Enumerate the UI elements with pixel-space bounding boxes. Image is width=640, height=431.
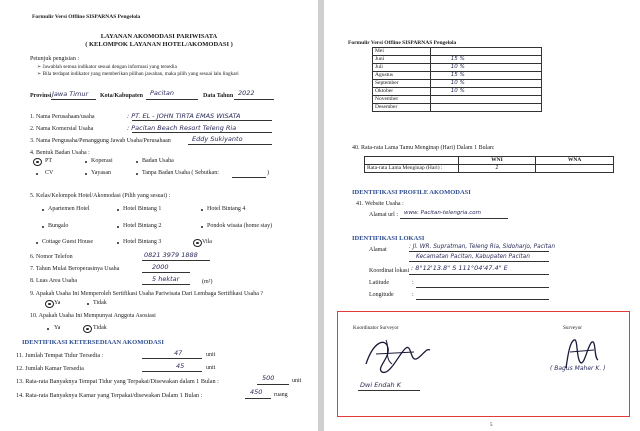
- month-row: [373, 48, 542, 56]
- surveyor-name: ( Bagus Maher K. ): [550, 365, 606, 372]
- selected-radio-pt[interactable]: [33, 158, 42, 166]
- instructions-heading: Petunjuk pengisian :: [30, 56, 79, 62]
- sebutkan-close: ): [267, 170, 269, 176]
- alamat-value-line2[interactable]: Kecamatan Pacitan, Kabupaten Pacitan: [416, 254, 530, 260]
- month-value[interactable]: [430, 104, 541, 112]
- url-value[interactable]: www. Pacitan-telengria.com: [404, 210, 481, 216]
- q40-label: 40. Rata-rata Lama Tamu Menginap (Hari) Dalam 1 Bulan:: [352, 145, 495, 151]
- provinsi-value[interactable]: Jawa Timur: [52, 90, 89, 98]
- bullet: [85, 173, 87, 175]
- month-row: [373, 72, 542, 80]
- month-value[interactable]: 15 %: [430, 56, 541, 64]
- length-of-stay-table: [364, 156, 614, 173]
- option-pondok-wisata[interactable]: Pondok wisata (home stay): [207, 223, 273, 229]
- stay-wna-value[interactable]: [536, 165, 614, 173]
- signature-box: [337, 311, 630, 417]
- option-cv[interactable]: CV: [45, 170, 54, 176]
- month-label: Desember: [373, 104, 431, 112]
- q6-underline: [142, 260, 210, 261]
- alamat-label: Alamat: [369, 247, 387, 253]
- q2-value[interactable]: : Pacitan Beach Resort Teleng Ria: [127, 124, 237, 132]
- sebutkan-underline: [232, 177, 266, 178]
- option-hotel-bintang-2[interactable]: Hotel Bintang 2: [123, 223, 162, 229]
- month-row: [373, 56, 542, 64]
- q3-label: 3. Nama Pengusaha/Penanggung Jawab Usaha/Perusahaan: [30, 138, 171, 144]
- instruction-item: ➢ Bila terdapat indikator yang memberikan pilihan jawaban, maka pilih yang sesuai lalu lingkari: [37, 71, 239, 77]
- alamat-value-line1[interactable]: : Jl. WR. Supratman, Teleng Ria, Sidoharjo, Pacitan: [409, 244, 556, 250]
- bullet: [42, 226, 44, 228]
- option-yayasan[interactable]: Yayasan: [91, 170, 112, 176]
- bullet: [87, 303, 89, 305]
- q13-value[interactable]: 500: [262, 374, 275, 382]
- bullet: [136, 173, 138, 175]
- q9-label: 9. Apakah Usaha Ini Memperoleh Sertifikasi Usaha Pariwisata Dari Lembaga Sertifikasi Usaha ?: [30, 291, 264, 297]
- koordinator-name: Dwi Endah K: [360, 381, 401, 389]
- q41-label: 41. Website Usaha :: [356, 201, 404, 207]
- bullet: [47, 328, 49, 330]
- q2-underline: [132, 132, 272, 133]
- koordinat-underline: [409, 274, 549, 275]
- q10-option-ya[interactable]: Ya: [54, 325, 61, 331]
- q3-value[interactable]: Eddy Sukiyanto: [192, 135, 243, 143]
- koordinator-signature: [356, 334, 434, 376]
- q6-label: 6. Nomor Telefon: [30, 254, 73, 260]
- stay-wni-value[interactable]: 1: [458, 165, 536, 173]
- q6-value[interactable]: 0821 3979 1888: [144, 251, 198, 259]
- option-vila[interactable]: Vila: [202, 239, 212, 245]
- col-wna: WNA: [536, 157, 614, 165]
- month-row: [373, 88, 542, 96]
- bullet: [117, 226, 119, 228]
- bullet: [42, 209, 44, 211]
- q11-underline: [142, 358, 202, 359]
- provinsi-label: Provinsi: [30, 93, 52, 99]
- section-heading-profile: IDENTIFIKASI PROFILE AKOMODASI: [352, 189, 471, 196]
- bullet: [136, 161, 138, 163]
- longitude-label: Longitude: [369, 292, 394, 298]
- q11-label: 11. Jumlah Tempat Tidur Tersedia :: [16, 352, 104, 359]
- selected-radio-vila[interactable]: [193, 239, 202, 247]
- q12-underline: [142, 371, 202, 372]
- month-row: [373, 104, 542, 112]
- koordinator-label: Koordinator Surveyor: [353, 325, 399, 331]
- form-header: Formulir Versi Offline SISPARNAS Pengelola: [32, 14, 141, 20]
- q12-value[interactable]: 45: [176, 362, 185, 370]
- month-label: Agustus: [373, 72, 431, 80]
- month-value[interactable]: 10 %: [430, 64, 541, 72]
- koordinat-label: Koordinat lokasi: [369, 268, 410, 274]
- form-title: LAYANAN AKOMODASI PARIWISATA: [100, 33, 218, 40]
- option-cottage-guest-house[interactable]: Cottage Guest House: [42, 239, 93, 245]
- alamat-underline-1: [409, 251, 549, 252]
- month-label: November: [373, 96, 431, 104]
- month-row: [373, 96, 542, 104]
- page-number: 5: [490, 423, 493, 428]
- q11-value[interactable]: 47: [174, 349, 183, 357]
- q8-label: 8. Luas Area Usaha: [30, 278, 77, 284]
- section-heading-lokasi: IDENTIFIKASI LOKASI: [352, 235, 425, 242]
- kota-value[interactable]: Pacitan: [150, 89, 174, 97]
- selected-radio-q10-tidak[interactable]: [83, 325, 92, 333]
- q12-label: 12. Jumlah Kamar Tersedia: [16, 365, 84, 372]
- latitude-value[interactable]: :: [412, 280, 414, 286]
- q14-underline: [245, 398, 271, 399]
- q14-value[interactable]: 450: [250, 388, 263, 396]
- month-label: Oktober: [373, 88, 431, 96]
- monthly-occupancy-table: [372, 47, 542, 112]
- tahun-label: Data Tahun: [203, 93, 234, 99]
- option-pt[interactable]: PT: [45, 158, 53, 164]
- surveyor-label: Surveyor: [563, 325, 583, 331]
- latitude-underline: [416, 287, 549, 288]
- q4-label: 4. Bentuk Badan Usaha :: [30, 150, 90, 156]
- alamat-underline-2: [409, 261, 549, 262]
- month-value[interactable]: 10 %: [430, 80, 541, 88]
- kota-underline: [146, 99, 198, 100]
- q7-underline: [142, 272, 190, 273]
- q13-label: 13. Rata-rata Banyaknya Tempat Tidur yang Terpakai/Disewakan dalam 1 Bulan :: [16, 378, 219, 385]
- selected-radio-q9-ya[interactable]: [45, 300, 54, 308]
- q13-underline: [257, 384, 289, 385]
- q9-option-tidak[interactable]: Tidak: [93, 300, 107, 306]
- bullet: [117, 209, 119, 211]
- q10-option-tidak[interactable]: Tidak: [93, 325, 107, 331]
- stay-row-label: Rata-rata Lama Menginap (Hari) :: [365, 165, 459, 173]
- option-tanpa-badan-usaha[interactable]: Tanpa Badan Usaha ( Sebutkan:: [142, 170, 219, 176]
- q1-value[interactable]: : PT. EL - JOHN TIRTA EMAS WISATA: [127, 112, 241, 120]
- stay-header-blank: [365, 157, 459, 165]
- option-apartemen-hotel[interactable]: Apartemen Hotel: [48, 206, 90, 212]
- option-koperasi[interactable]: Koperasi: [91, 158, 113, 164]
- q8-underline: [142, 284, 190, 285]
- month-value[interactable]: 10 %: [430, 88, 541, 96]
- month-label: Mei: [373, 48, 431, 56]
- q13-unit: unit: [292, 378, 302, 384]
- col-wni: WNI: [458, 157, 536, 165]
- q14-unit: ruang: [274, 392, 288, 398]
- bullet: [117, 242, 119, 244]
- tahun-value[interactable]: 2022: [238, 89, 255, 97]
- month-value[interactable]: 15 %: [430, 72, 541, 80]
- q12-unit: unit: [206, 365, 216, 371]
- bullet: [36, 173, 38, 175]
- url-label: Alamat url :: [369, 212, 398, 218]
- month-value[interactable]: [430, 96, 541, 104]
- q3-underline: [188, 144, 272, 145]
- longitude-underline: [416, 299, 549, 300]
- q11-unit: unit: [206, 352, 216, 358]
- form-header: Formulir Versi Offline SISPARNAS Pengelola: [348, 40, 457, 46]
- q2-label: 2. Nama Komersial Usaha: [30, 126, 94, 132]
- month-value[interactable]: [430, 48, 541, 56]
- koordinat-value[interactable]: : 8°12'13.8" S 111°04'47.4" E: [411, 264, 508, 272]
- q5-label: 5. Kelas/Kelompok Hotel/Akomodasi (Pilih yang sesuai) :: [30, 193, 171, 199]
- provinsi-underline: [51, 99, 96, 100]
- option-badan-usaha[interactable]: Badan Usaha: [142, 158, 174, 164]
- month-label: Juni: [373, 56, 431, 64]
- q8-unit: (m²): [202, 279, 213, 285]
- q8-value[interactable]: 5 hektar: [152, 275, 180, 283]
- month-row: [373, 64, 542, 72]
- kota-label: Kota/Kabupaten: [100, 93, 144, 99]
- month-row: [373, 80, 542, 88]
- bullet: [85, 161, 87, 163]
- q1-underline: [132, 120, 272, 121]
- option-bungalo[interactable]: Bungalo: [48, 223, 69, 229]
- q9-option-ya[interactable]: Ya: [54, 300, 61, 306]
- q14-label: 14. Rata-rata Banyaknya Kamar yang Terpakai/disewakan Dalam 1 Bulan :: [16, 392, 203, 399]
- form-page-right: [324, 0, 640, 431]
- koordinator-name-underline: [358, 390, 420, 391]
- q10-label: 10. Apakah Usaha Ini Mempunyai Anggota Asosiasi: [30, 313, 156, 319]
- latitude-label: Latitude: [369, 280, 389, 286]
- q1-label: 1. Nama Perusahaan/usaha: [30, 114, 95, 120]
- form-subtitle: ( KELOMPOK LAYANAN HOTEL/AKOMODASI ): [85, 41, 233, 48]
- longitude-value[interactable]: :: [412, 292, 414, 298]
- instruction-item: ➢ Jawablah semua indikator sesuai dengan informasi yang tersedia: [37, 64, 177, 70]
- bullet: [201, 226, 203, 228]
- month-label: September: [373, 80, 431, 88]
- month-label: Juli: [373, 64, 431, 72]
- option-hotel-bintang-4[interactable]: Hotel Bintang 4: [207, 206, 246, 212]
- section-heading-akomodasi: IDENTIFIKASI KETERSEDIAAN AKOMODASI: [22, 339, 164, 346]
- tahun-underline: [234, 99, 274, 100]
- form-page-left: [0, 0, 318, 431]
- q7-value[interactable]: 2000: [152, 263, 169, 271]
- bullet: [201, 209, 203, 211]
- option-hotel-bintang-3[interactable]: Hotel Bintang 3: [123, 239, 162, 245]
- url-underline: [400, 218, 508, 219]
- bullet: [36, 242, 38, 244]
- q7-label: 7. Tahun Mulai Beroperasinya Usaha: [30, 266, 120, 272]
- option-hotel-bintang-1[interactable]: Hotel Bintang 1: [123, 206, 162, 212]
